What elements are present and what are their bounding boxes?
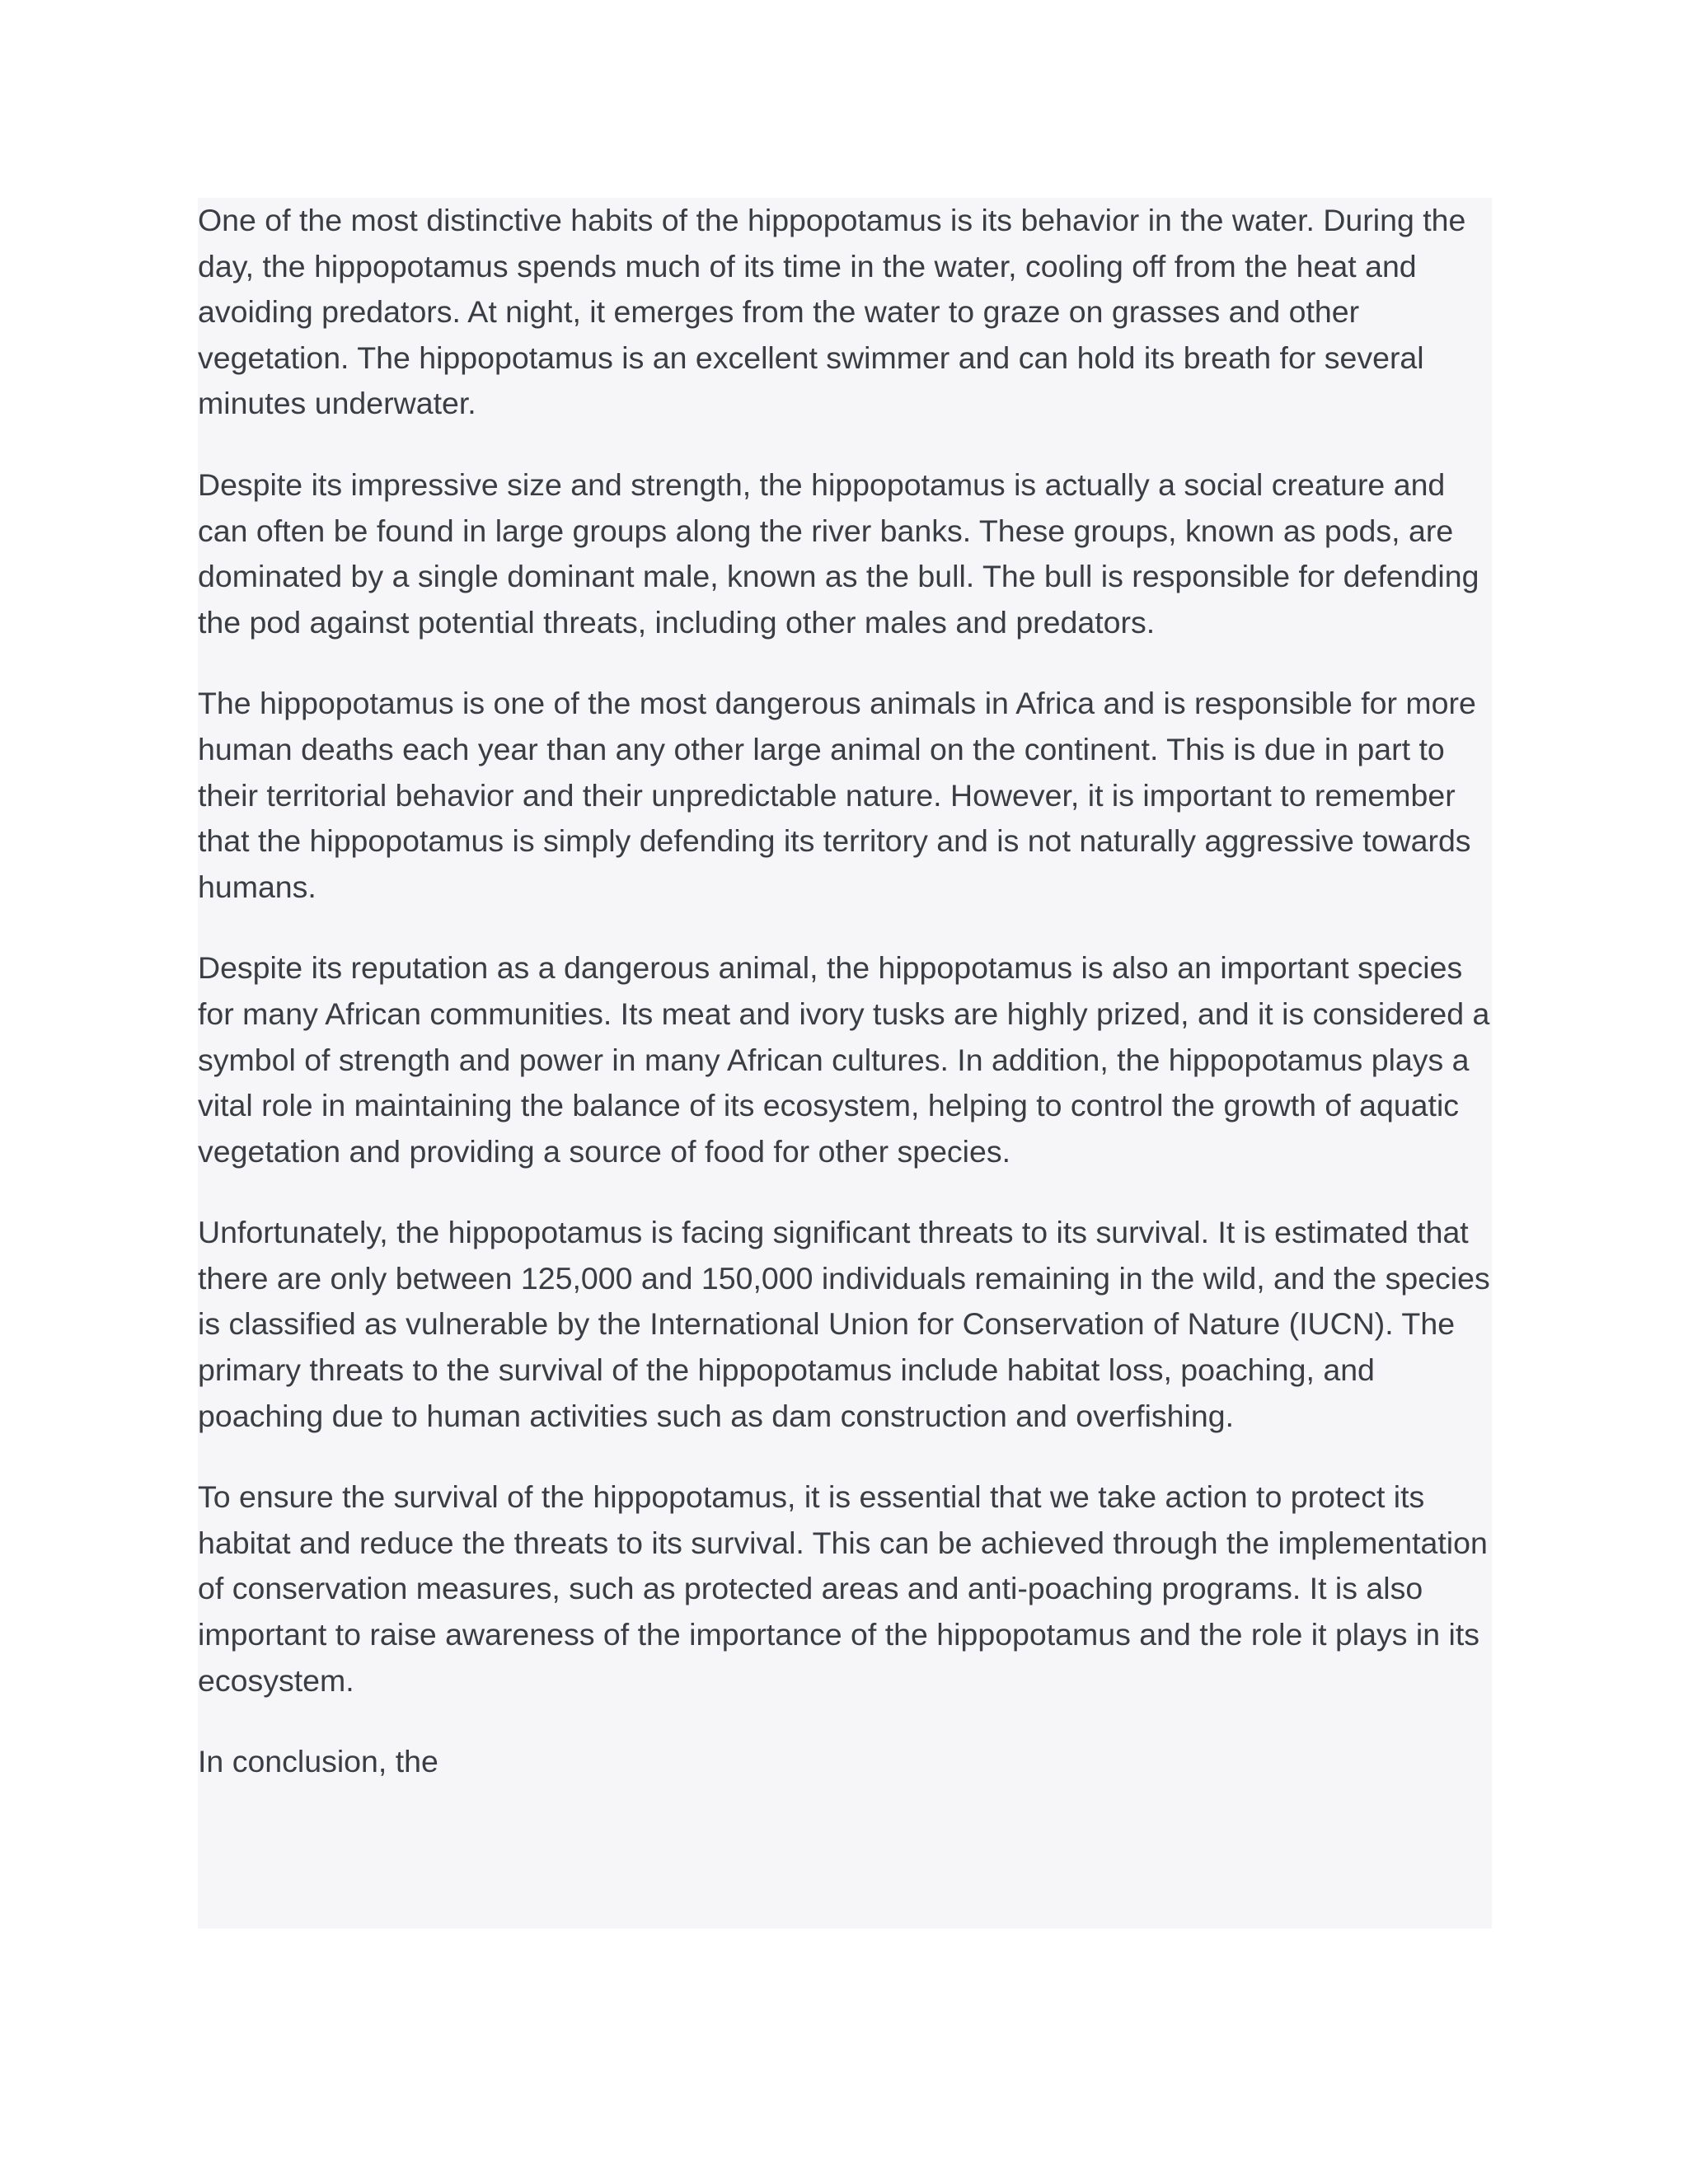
paragraph-danger: The hippopotamus is one of the most dangerous animals in Africa and is responsible for more human deaths each year than any other large animal on the continent. This is due in part to their territorial behavior and their unpredictable nature. However, it is important to remember that the hippopotamus is simply defending its territory and is not naturally aggressive towards humans. xyxy=(198,686,1476,904)
paragraph-conservation: To ensure the survival of the hippopotamus, it is essential that we take action to protect its habitat and reduce the threats to its survival. This can be achieved through the implementation of conservation measures, such as protected areas and anti-poaching programs. It is also important to raise awareness of the importance of the hippopotamus and the role it plays in its ecosystem. xyxy=(198,1479,1488,1698)
paragraph-social-pods: Despite its impressive size and strength, the hippopotamus is actually a social creature and can often be found in large groups along the river banks. These groups, known as pods, are dominated by a single dominant male, known as the bull. The bull is responsible for defending the pod against potential threats, including other males and predators. xyxy=(198,466,1479,640)
paragraph-threats: Unfortunately, the hippopotamus is facing significant threats to its survival. It is estimated that there are only between 125,000 and 150,000 individuals remaining in the wild, and the species is classified as vulnerable by the International Union for Conservation of Nature (IUCN). The primary threats to the survival of the hippopotamus include habitat loss, poaching, and poaching due to human activities such as dam construction and overfishing. xyxy=(198,1215,1490,1433)
paragraph-water-behavior: One of the most distinctive habits of the hippopotamus is its behavior in the water. During the day, the hippopotamus spends much of its time in the water, cooling off from the heat and avoiding predators. At night, it emerges from the water to graze on grasses and other vegetation. The hippopotamus is an excellent swimmer and can hold its breath for several minutes underwater. xyxy=(198,203,1466,421)
paragraph-importance: Despite its reputation as a dangerous animal, the hippopotamus is also an important species for many African communities. Its meat and ivory tusks are highly prized, and it is considered a symbol of strength and power in many African cultures. In addition, the hippopotamus plays a vital role in maintaining the balance of its ecosystem, helping to control the growth of aquatic vegetation and providing a source of food for other species. xyxy=(198,950,1490,1169)
document-body xyxy=(198,198,1492,1929)
paragraph-conclusion: In conclusion, the xyxy=(198,1744,438,1779)
